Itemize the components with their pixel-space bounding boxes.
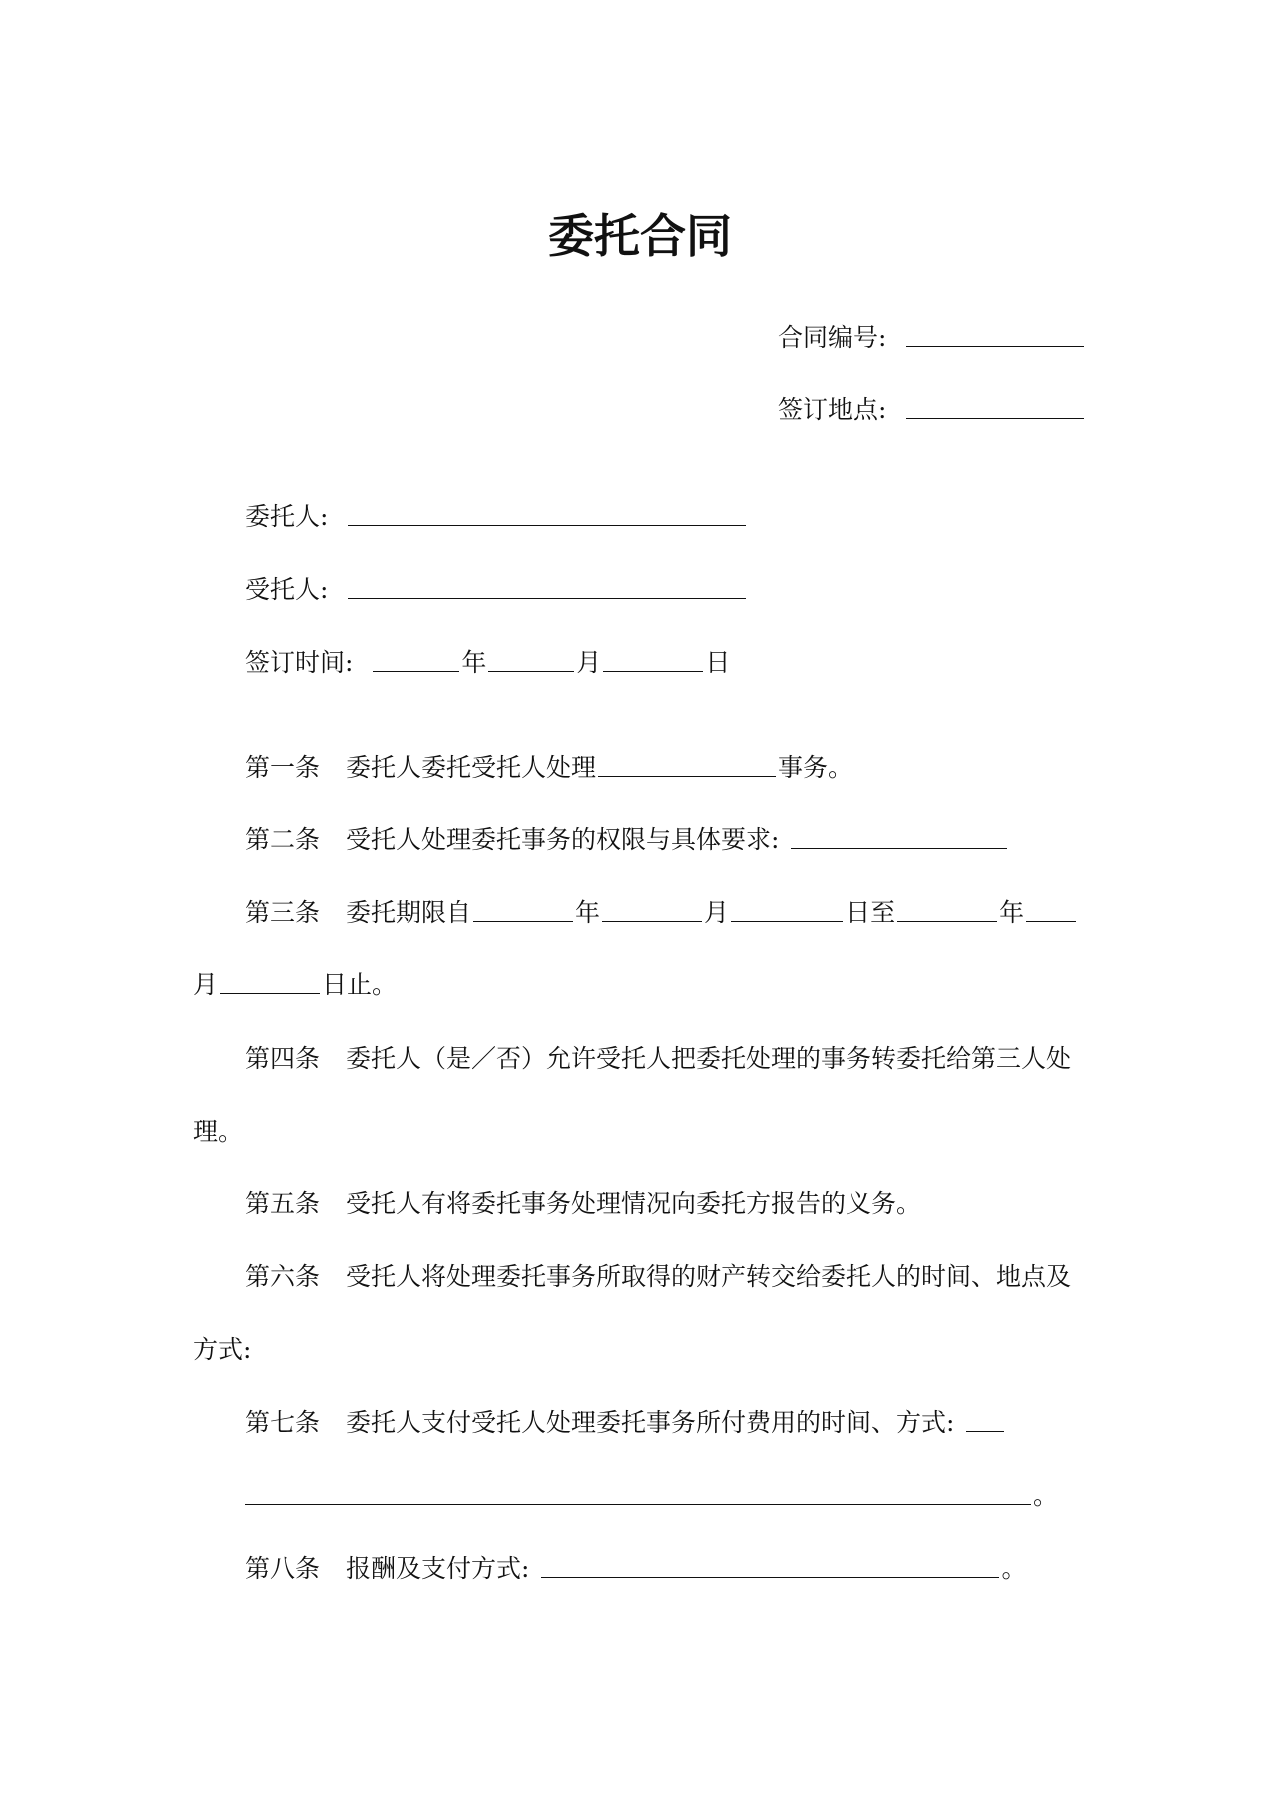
article-1-number: 第一条 xyxy=(245,753,321,782)
article-3-number: 第三条 xyxy=(245,898,321,927)
article-2-field[interactable] xyxy=(791,820,1007,849)
article-8-end: 。 xyxy=(1001,1554,1027,1583)
article-3-start-year[interactable] xyxy=(473,893,573,922)
article-5 xyxy=(0,1184,1280,1224)
article-1 xyxy=(0,748,1280,788)
article-3-end-month-a[interactable] xyxy=(1026,893,1076,922)
article-6-number: 第六条 xyxy=(245,1262,321,1291)
sign-time-label: 签订时间: xyxy=(245,648,354,677)
article-8-text: 报酬及支付方式: xyxy=(346,1554,530,1583)
article-6-continued xyxy=(0,1330,1280,1370)
sign-place-line xyxy=(0,390,1280,430)
article-3-end-day[interactable] xyxy=(220,965,320,994)
article-2 xyxy=(0,820,1280,860)
article-1-text: 委托人委托受托人处理 xyxy=(346,753,597,782)
article-8 xyxy=(0,1549,1280,1589)
article-3-end-year[interactable] xyxy=(897,893,997,922)
sign-time-line xyxy=(0,643,1280,683)
article-3-day-to-label: 日至 xyxy=(845,898,896,927)
sign-day-field[interactable] xyxy=(603,643,703,672)
article-1-tail: 事务。 xyxy=(778,753,854,782)
article-3-year-label: 年 xyxy=(575,898,601,927)
agent-label: 受托人: xyxy=(245,575,329,604)
article-7-end: 。 xyxy=(1033,1481,1059,1510)
contract-number-label: 合同编号: xyxy=(778,323,887,352)
contract-number-field[interactable] xyxy=(906,318,1084,347)
article-4-end: 理。 xyxy=(193,1117,244,1146)
article-4-number: 第四条 xyxy=(245,1044,321,1073)
article-4-continued xyxy=(0,1112,1280,1152)
article-3 xyxy=(0,893,1280,933)
article-3-month-label: 月 xyxy=(704,898,730,927)
article-5-text: 受托人有将委托事务处理情况向委托方报告的义务。 xyxy=(346,1189,922,1218)
sign-year-field[interactable] xyxy=(373,643,459,672)
sign-place-label: 签订地点: xyxy=(778,395,887,424)
article-5-number: 第五条 xyxy=(245,1189,321,1218)
article-3-start-month[interactable] xyxy=(602,893,702,922)
article-7-number: 第七条 xyxy=(245,1408,321,1437)
article-3-continued xyxy=(0,965,1280,1005)
article-7 xyxy=(0,1403,1280,1443)
day-label: 日 xyxy=(705,648,731,677)
principal-label: 委托人: xyxy=(245,502,329,531)
month-label: 月 xyxy=(576,648,602,677)
article-3-start-day[interactable] xyxy=(731,893,843,922)
article-6-text: 受托人将处理委托事务所取得的财产转交给委托人的时间、地点及 xyxy=(346,1262,1072,1291)
article-2-text: 受托人处理委托事务的权限与具体要求: xyxy=(346,825,780,854)
sign-place-field[interactable] xyxy=(906,390,1084,419)
principal-line xyxy=(0,497,1280,537)
article-7-text: 委托人支付受托人处理委托事务所付费用的时间、方式: xyxy=(346,1408,955,1437)
agent-field[interactable] xyxy=(348,570,746,599)
article-7-field-b[interactable] xyxy=(245,1476,1031,1505)
sign-month-field[interactable] xyxy=(488,643,574,672)
article-1-field[interactable] xyxy=(598,748,776,777)
article-2-number: 第二条 xyxy=(245,825,321,854)
article-3-end: 日止。 xyxy=(322,970,398,999)
article-8-number: 第八条 xyxy=(245,1554,321,1583)
article-6 xyxy=(0,1257,1280,1297)
article-7-field-a[interactable] xyxy=(966,1403,1004,1432)
principal-field[interactable] xyxy=(348,497,746,526)
article-3-month2-label: 月 xyxy=(193,970,219,999)
article-3-text: 委托期限自 xyxy=(346,898,472,927)
article-4-text: 委托人（是／否）允许受托人把委托处理的事务转委托给第三人处 xyxy=(346,1044,1072,1073)
year-label: 年 xyxy=(461,648,487,677)
document-title: 委托合同 xyxy=(548,209,732,263)
contract-number-line xyxy=(0,318,1280,358)
article-4 xyxy=(0,1039,1280,1079)
agent-line xyxy=(0,570,1280,610)
article-8-field[interactable] xyxy=(541,1549,999,1578)
article-3-year2-label: 年 xyxy=(999,898,1025,927)
article-6-end: 方式: xyxy=(193,1335,252,1364)
article-7-continued xyxy=(0,1476,1280,1516)
